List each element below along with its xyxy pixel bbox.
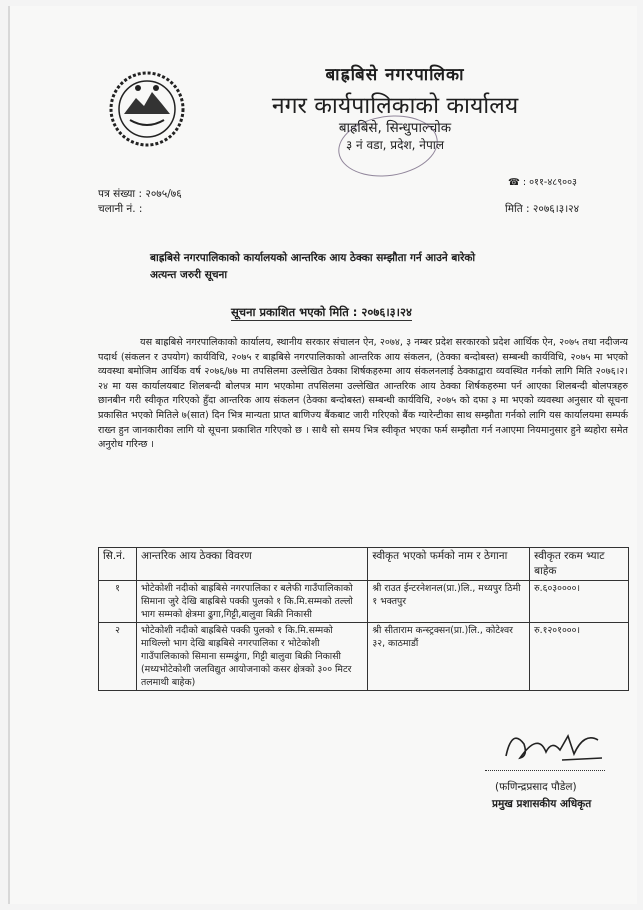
row-sn: १ xyxy=(99,581,137,623)
row-description: भोटेकोशी नदीको बाह्रबिसे नगरपालिका र बलेफी गाउँपालिकाको सिमाना जुरे देखि बाह्रबिसे पक्की पुलको १ कि.मि.सम्मको तल्लो भाग सम्मको क्षेत्रमा ढुगा,गिट्टी,बालुवा बिक्री निकासी xyxy=(136,581,367,623)
signature-line xyxy=(485,770,605,771)
office-address: बाह्रबिसे, सिन्धुपाल्चोक xyxy=(338,120,452,136)
col-header-firm: स्वीकृत भएको फर्मको नाम र ठेगाना xyxy=(368,548,530,581)
letter-number: पत्र संख्या : २०७५/७६ xyxy=(98,188,182,200)
signatory-name: (फणिन्द्रप्रसाद पौडेल) xyxy=(495,781,577,793)
dispatch-number: चलानी नं. : xyxy=(98,203,143,215)
signatory-title: प्रमुख प्रशासकीय अधिकृत xyxy=(492,798,592,810)
table-row xyxy=(99,623,629,691)
letter-date: मिति : २०७६।३।२४ xyxy=(505,203,580,215)
row-description: भोटेकोशी नदीको बाह्रबिसे पक्की पुलको १ कि.मि.सम्मको माथिल्लो भाग देखि बाह्रबिसे नगरपालिका र भोटेकोशी गाउँपालिकाको सिमाना सम्मढुंगा, गिट्टी बालुवा बिक्री निकासी (मध्यभोटेकोशी जलविद्युत आयोजनाको कसर क्षेत्रको ३०० मिटर तलमाथी बाहेक) xyxy=(136,623,367,691)
table-row xyxy=(99,581,629,623)
office-ward: ३ नं वडा, प्रदेश, नेपाल xyxy=(345,138,445,152)
contract-table xyxy=(98,547,629,691)
signature-mark xyxy=(498,722,608,770)
row-amount: रु.६०३००००। xyxy=(530,581,629,623)
published-date-text: सूचना प्रकाशित भएको मिति : २०७६।३।२४ xyxy=(231,305,412,319)
phone-number: ☎ : ०११-४८९००३ xyxy=(508,177,577,188)
row-sn: २ xyxy=(99,623,137,691)
row-firm: श्री सीताराम कन्स्ट्रक्सन(प्रा.)लि., कोटेश्वर ३२, काठमाडौं xyxy=(368,623,530,691)
col-header-sn: सि.नं. xyxy=(99,548,137,581)
notice-body: यस बाह्रबिसे नगरपालिकाको कार्यालय, स्थानीय सरकार संचालन ऐन, २०७४, ३ नम्बर प्रदेश सरकारको प्रदेश आर्थिक ऐन, २०७५ तथा नदीजन्य पदार्थ (संकलन र उपयोग) कार्यविधि, २०७५ र बाह्रबिसे नगरपालिकाको आन्तरिक आय संकलन, (ठेक्का बन्दोबस्त) सम्बन्धी कार्यविधि, २०७५ मा भएको व्यवस्था बमोजिम आर्थिक वर्ष २०७६/७७ मा तपसिलमा उल्लेखित ठेक्का शिर्षकहरुमा आय संकलनलाई ठेक्काद्वारा व्यवस्थित गर्नको लागि मिति २०७६।२।२४ मा यस कार्यालयबाट शिलबन्दी बोलपत्र माग भएकोमा तपसिलमा उल्लेखित आन्तरिक आय ठेक्का शिर्षकहरुमा पर्न आएका शिलबन्दी बोलपत्रहरु छानबीन गरी स्वीकृत गरिएको हुँदा आन्तरिक आय संकलन (ठेक्का बन्दोबस्त) सम्बन्धी कार्यविधि, २०७५ को दफा ३ मा भएको व्यवस्था अनुसार यो सूचना प्रकासित भएको मितिले ७(सात) दिन भित्र मान्यता प्राप्त बाणिज्य बैंकबाट जारी गरिएको बैंक ग्यारेन्टीका साथ सम्झौता गर्नको लागि यस कार्यालयमा सम्पर्क राख्न हुन जानकारीका लागि यो सूचना प्रकाशित गरिएको छ । साथै सो समय भित्र स्वीकृत भएका फर्म सम्झौता गर्न नआएमा नियमानुसार हुने ब्यहोरा समेत अनुरोध गरिन्छ । xyxy=(98,337,628,451)
col-header-description: आन्तरिक आय ठेक्का विवरण xyxy=(136,548,367,581)
municipality-name: बाह्रबिसे नगरपालिका xyxy=(325,65,465,85)
row-amount: रु.१२०१०००। xyxy=(530,623,629,691)
published-date xyxy=(0,305,643,320)
table-header-row xyxy=(99,548,629,581)
row-firm: श्री राउत ईन्टरनेशनल(प्रा.)लि., मध्यपुर ठिमी १ भक्तपुर xyxy=(368,581,530,623)
notice-subject: बाह्रबिसे नगरपालिकाको कार्यालयको आन्तरिक आय ठेक्का सम्झौता गर्न आउने बारेको अत्यन्त जरुरी सूचना xyxy=(150,252,476,281)
office-title: नगर कार्यपालिकाको कार्यालय xyxy=(271,93,519,119)
col-header-amount: स्वीकृत रकम भ्याट बाहेक xyxy=(530,548,629,581)
